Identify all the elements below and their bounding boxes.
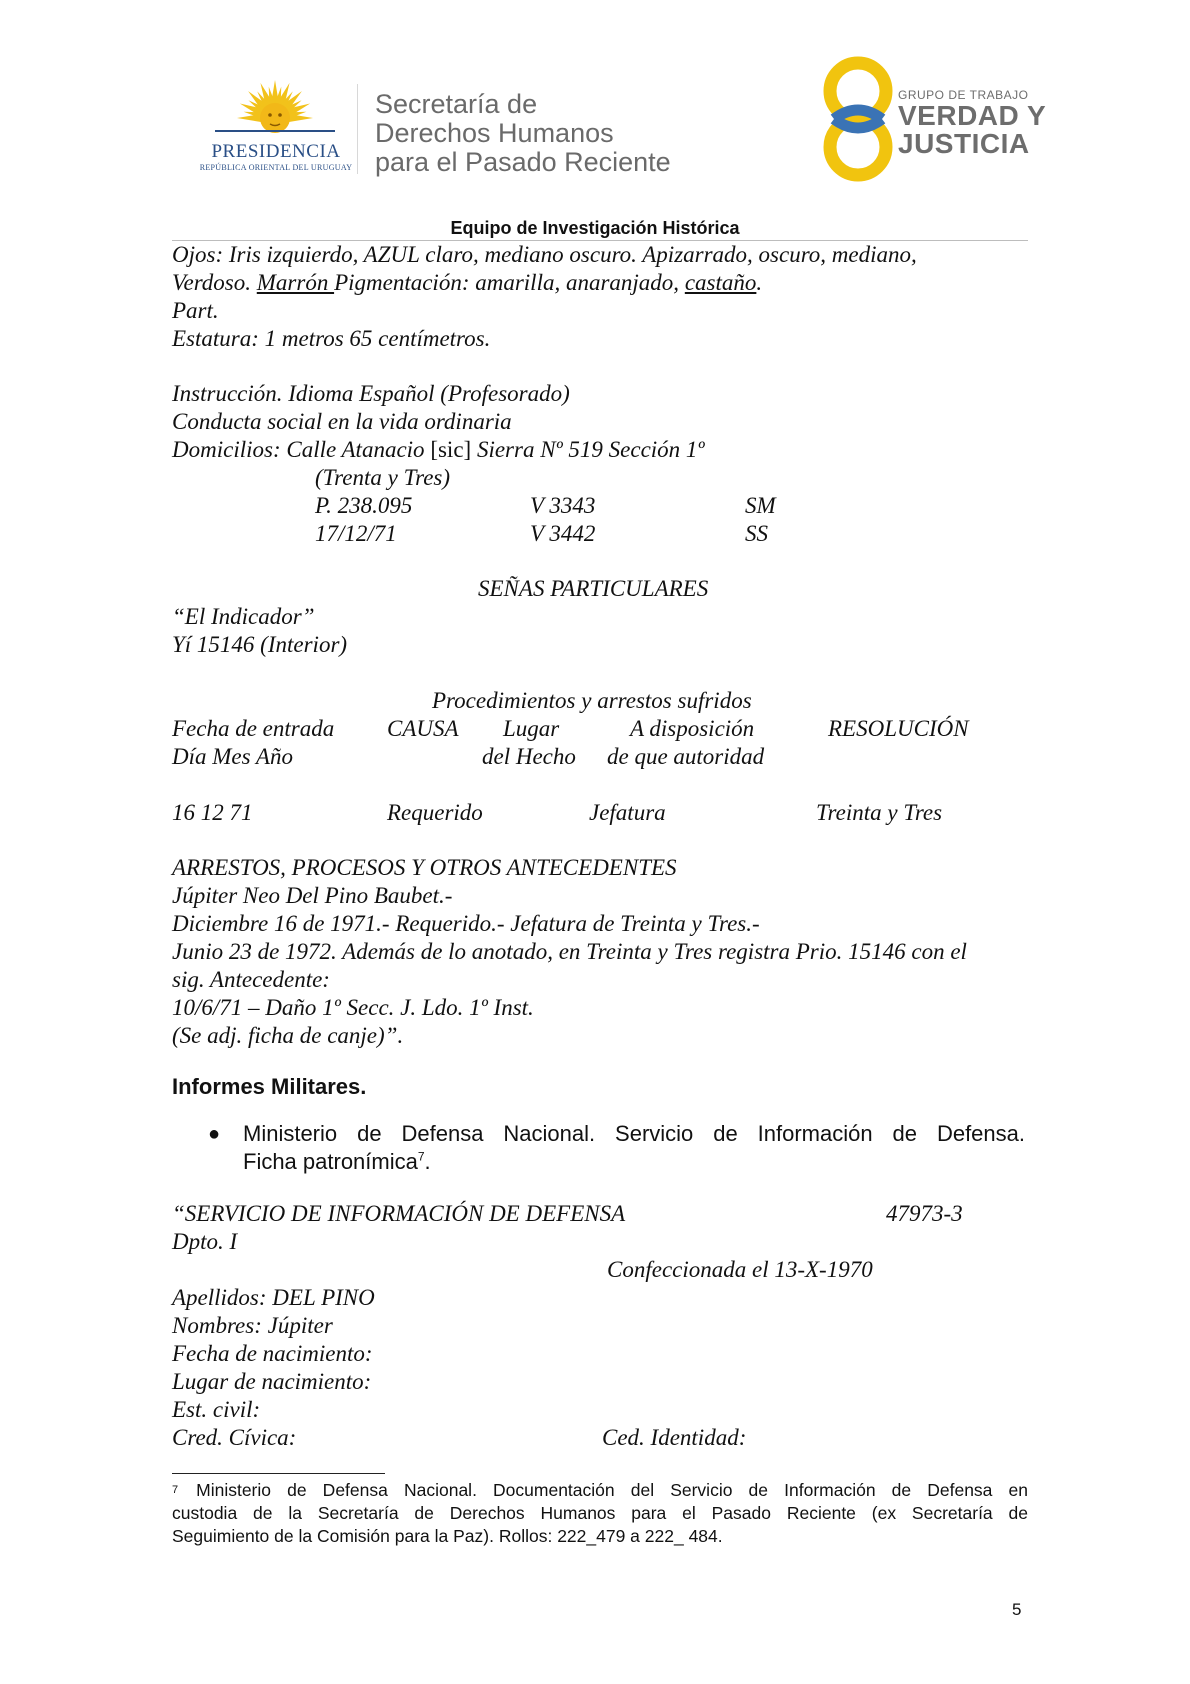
domicilios-text: Domicilios: Calle Atanacio xyxy=(172,437,431,462)
sid-dpto: Dpto. I xyxy=(172,1229,238,1254)
conducta-line: Conducta social en la vida ordinaria xyxy=(172,409,512,434)
proc-entry-cell: Requerido xyxy=(387,800,483,825)
proc-entry-cell: 16 12 71 xyxy=(172,800,253,825)
estatura-line: Estatura: 1 metros 65 centímetros. xyxy=(172,326,491,351)
domicilios-text: Sierra Nº 519 Sección 1º xyxy=(471,437,705,462)
sid-confeccionada: Confeccionada el 13-X-1970 xyxy=(607,1257,873,1282)
indicador-line: “El Indicador” xyxy=(172,604,315,629)
sid-cred-civica: Cred. Cívica: xyxy=(172,1425,297,1450)
arrestos-line: Júpiter Neo Del Pino Baubet.- xyxy=(172,883,453,908)
sid-nombres: Nombres: Júpiter xyxy=(172,1313,333,1338)
republica-label: REPÚBLICA ORIENTAL DEL URUGUAY xyxy=(199,163,353,172)
arrestos-line: sig. Antecedente: xyxy=(172,967,330,992)
marron-underlined: Marrón xyxy=(256,270,335,295)
footnote xyxy=(172,1479,1028,1548)
proc-header: Fecha de entrada xyxy=(172,716,335,741)
page-number: 5 xyxy=(1012,1600,1022,1619)
footnote-line: custodia de la Secretaría de Derechos Humanos para el Pasado Reciente (ex Secretaría de xyxy=(172,1503,1028,1523)
sid-apellidos: Apellidos: DEL PINO xyxy=(172,1285,375,1310)
arrestos-line: 10/6/71 – Daño 1º Secc. J. Ldo. 1º Inst. xyxy=(172,995,534,1020)
ojos-text: Verdoso. xyxy=(172,270,257,295)
presidencia-label: PRESIDENCIA xyxy=(211,141,341,162)
sic-mark: [sic] xyxy=(430,437,472,462)
secretaria-line: para el Pasado Reciente xyxy=(375,147,671,177)
castano-underlined: castaño xyxy=(684,270,757,295)
ojos-line-1: Ojos: Iris izquierdo, AZUL claro, mediano oscuro. Apizarrado, oscuro, mediano, xyxy=(172,242,917,267)
part-line: Part. xyxy=(172,298,219,323)
ojos-text: Pigmentación: amarilla, anaranjado, xyxy=(334,270,685,295)
record-cell: P. 238.095 xyxy=(315,493,413,518)
senas-heading: SEÑAS PARTICULARES xyxy=(478,576,709,601)
bullet-dot: ● xyxy=(208,1123,221,1145)
grupo-trabajo-text xyxy=(898,88,1046,158)
sid-title: “SERVICIO DE INFORMACIÓN DE DEFENSA xyxy=(172,1201,626,1226)
record-cell: 17/12/71 xyxy=(315,521,397,546)
bullet-text xyxy=(243,1120,1025,1176)
proc-header: RESOLUCIÓN xyxy=(828,716,969,741)
sid-ced-identidad: Ced. Identidad: xyxy=(602,1425,747,1450)
proc-subheader: del Hecho xyxy=(482,744,576,769)
footnote-ref[interactable]: 7 xyxy=(417,1149,425,1164)
grupo-line: GRUPO DE TRABAJO xyxy=(898,88,1029,102)
sid-lugar-nac: Lugar de nacimiento: xyxy=(172,1369,372,1394)
header-divider xyxy=(357,84,358,174)
yi-line: Yí 15146 (Interior) xyxy=(172,632,348,657)
arrestos-line: (Se adj. ficha de canje)”. xyxy=(172,1023,404,1048)
proc-entry-cell: Treinta y Tres xyxy=(816,800,943,825)
ojos-line-2 xyxy=(172,269,762,297)
bullet-line-1: Ministerio de Defensa Nacional. Servicio de Información de Defensa. xyxy=(243,1121,1025,1146)
sid-est-civil: Est. civil: xyxy=(172,1397,261,1422)
arrestos-title: ARRESTOS, PROCESOS Y OTROS ANTECEDENTES xyxy=(172,855,677,880)
domicilios-line xyxy=(172,436,705,464)
footnote-mark: 7 xyxy=(172,1484,179,1496)
record-cell: V 3343 xyxy=(530,493,596,518)
secretaria-line: Secretaría de xyxy=(375,89,538,119)
sid-fecha-nac: Fecha de nacimiento: xyxy=(172,1341,373,1366)
proc-header: CAUSA xyxy=(387,716,459,741)
ojos-text: . xyxy=(756,270,763,295)
arrestos-line: Diciembre 16 de 1971.- Requerido.- Jefatura de Treinta y Tres.- xyxy=(172,911,760,936)
footnote-line xyxy=(172,1479,1028,1502)
proc-subheader: de que autoridad xyxy=(607,744,765,769)
footnote-text: Ministerio de Defensa Nacional. Documentación del Servicio de Información de Defensa en xyxy=(196,1480,1028,1500)
bullet-line-2: Ficha patronímica xyxy=(243,1149,418,1174)
header-subtitle: Equipo de Investigación Histórica xyxy=(450,218,740,238)
trenta-line: (Trenta y Tres) xyxy=(315,465,451,490)
footnote-line: Seguimiento de la Comisión para la Paz). Rollos: 222_479 a 222_ 484. xyxy=(172,1526,723,1546)
proc-header: Lugar xyxy=(503,716,560,741)
sid-number: 47973-3 xyxy=(886,1201,963,1226)
proc-entry-cell: Jefatura xyxy=(589,800,666,825)
record-cell: V 3442 xyxy=(530,521,596,546)
grupo-line: VERDAD Y xyxy=(898,100,1047,131)
bullet-end: . xyxy=(424,1149,431,1174)
secretaria-logo-text xyxy=(375,90,671,177)
instruccion-line: Instrucción. Idioma Español (Profesorado) xyxy=(172,381,570,406)
record-cell: SM xyxy=(745,493,776,518)
proc-subheader: Día Mes Año xyxy=(172,744,293,769)
procedimientos-title: Procedimientos y arrestos sufridos xyxy=(432,688,752,713)
footnote-rule xyxy=(172,1473,385,1474)
arrestos-line: Junio 23 de 1972. Además de lo anotado, en Treinta y Tres registra Prio. 15146 con el xyxy=(172,939,967,964)
informes-heading: Informes Militares. xyxy=(172,1074,367,1099)
secretaria-line: Derechos Humanos xyxy=(375,118,614,148)
proc-header: A disposición xyxy=(630,716,755,741)
record-cell: SS xyxy=(745,521,768,546)
grupo-line: JUSTICIA xyxy=(898,128,1030,159)
